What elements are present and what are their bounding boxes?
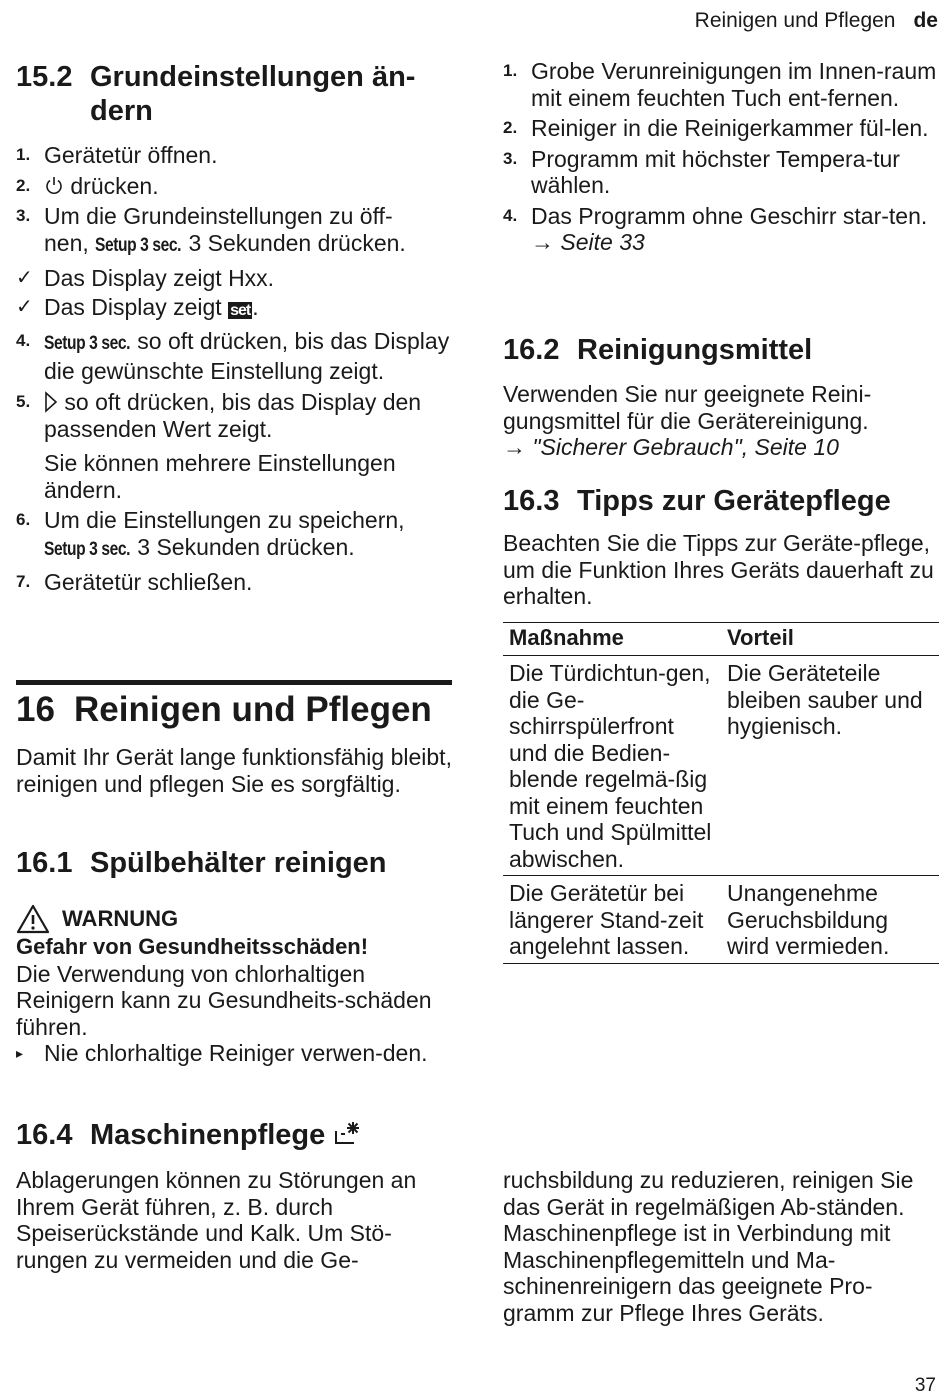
step-text: so oft drücken, bis das Display den passenden Wert zeigt. [44, 389, 422, 442]
step-2 [16, 173, 456, 200]
machine-care-text-left [16, 1167, 446, 1273]
step-text: Das Programm ohne Geschirr star-ten. [531, 202, 928, 229]
table-header-row [503, 622, 939, 656]
section-16-4 [16, 1118, 456, 1152]
step-text-wrap [44, 203, 456, 259]
step-3 [503, 146, 939, 199]
heading-title: Spülbehälter reinigen [90, 847, 387, 879]
step-number: 1. [503, 61, 518, 80]
heading-15-2 [16, 60, 456, 128]
heading-number: 15.2 [16, 61, 73, 93]
step-number: 4. [503, 205, 518, 225]
step-7 [16, 569, 456, 596]
reference-text: Seite 33 [560, 229, 645, 255]
step-number: 5. [16, 392, 31, 411]
heading-number: 16.3 [503, 485, 560, 517]
step-number: 2. [503, 118, 518, 137]
step-text: Gerätetür öffnen. [44, 142, 218, 168]
step-number: 3. [16, 206, 31, 225]
chapter-16 [16, 690, 456, 797]
warning-triangle-icon [16, 904, 50, 934]
step-number: 6. [16, 510, 31, 529]
heading-title-line-2: dern [90, 95, 153, 127]
result-text: Das Display zeigt Hxx. [44, 265, 275, 291]
display-set-badge: set [230, 301, 251, 319]
step-text: 3 Sekunden drücken. [188, 229, 406, 256]
step-text: 3 Sekunden drücken. [137, 533, 355, 560]
paragraph: Ablagerungen können zu Störungen an Ihrem Gerät führen, z. B. durch Speiserückstände und Kalk. Um Stö-rungen zu vermeiden und die Ge- [16, 1167, 417, 1273]
step-3 [16, 203, 456, 259]
power-icon [44, 176, 64, 196]
paragraph: Verwenden Sie nur geeignete Reini-gungsmittel für die Gerätereinigung. [503, 381, 872, 434]
warning-label-row [16, 904, 456, 934]
heading-title: Maschinenpflege [90, 1119, 326, 1151]
header-language: de [913, 9, 938, 32]
step-number: 7. [16, 572, 31, 591]
check-icon: ✓ [16, 295, 33, 318]
reference-text: "Sicherer Gebrauch", Seite 10 [532, 434, 839, 460]
step-number: 3. [503, 148, 518, 168]
section-15-2 [16, 60, 456, 128]
warning-heading: Gefahr von Gesundheitsschäden! [16, 934, 369, 959]
step-text: nen, [44, 229, 89, 256]
heading-16-3 [503, 484, 939, 518]
warning-box [16, 904, 456, 1067]
step-5 [16, 389, 456, 503]
heading-title: Reinigungsmittel [577, 334, 813, 366]
step-text: Reiniger in die Reinigerkammer fül-len. [531, 115, 929, 141]
steps-15-2 [16, 142, 456, 596]
step-4 [16, 328, 456, 384]
paragraph: Maschinenpflege ist in Verbindung mit Maschinenpflegemitteln und Ma-schinenreinigern das geeignete Pro-gramm zur Pflege Ihres Geräts. [503, 1220, 891, 1326]
step-text-wrap [531, 203, 939, 256]
machine-care-icon [333, 1118, 363, 1148]
steps-16-1 [503, 58, 939, 256]
step-number: 1. [16, 145, 31, 164]
check-icon: ✓ [16, 267, 33, 289]
heading-number: 16 [16, 690, 55, 729]
warning-text: Die Verwendung von chlorhaltigen Reinigern kann zu Gesundheits-schäden führen. [16, 960, 432, 1040]
step-text-wrap [44, 507, 456, 563]
step-1 [503, 58, 939, 111]
step-number: 2. [16, 175, 31, 195]
heading-number: 16.2 [503, 334, 560, 366]
setup-button-label: Setup 3 sec. [44, 538, 131, 560]
warning-action [16, 1040, 456, 1067]
table-cell: Die Gerätetür bei längerer Stand-zeit angelehnt lassen. [503, 876, 721, 964]
step-text: Grobe Verunreinigungen im Innen-raum mit einem feuchten Tuch ent-fernen. [531, 58, 937, 111]
machine-care-text-right [503, 1167, 923, 1326]
chapter-divider [16, 680, 452, 685]
step-text: Um die Einstellungen zu speichern, [44, 507, 405, 533]
step-text-wrap [44, 389, 456, 503]
setup-button-label: Setup 3 sec. [95, 234, 182, 256]
table-row [503, 876, 939, 964]
table-row [503, 656, 939, 876]
table-cell: Die Geräteteile bleiben sauber und hygienisch. [721, 656, 939, 876]
heading-title [90, 60, 415, 128]
result-2 [16, 294, 456, 325]
heading-number: 16.1 [16, 847, 73, 879]
heading-title: Tipps zur Gerätepflege [577, 485, 891, 517]
table-cell: Die Türdichtun-gen, die Ge-schirrspülerfront und die Bedien-blende regelmä-ßig mit einem feuchten Tuch und Spülmittel abwischen. [503, 656, 721, 876]
section-16-2 [503, 333, 939, 461]
step-text: Gerätetür schließen. [44, 569, 253, 595]
tips-table [503, 622, 939, 964]
safety-reference-link[interactable]: → "Sicherer Gebrauch", Seite 10 [503, 434, 839, 460]
section-16-3 [503, 484, 939, 964]
table-cell: Unangenehme Geruchsbildung wird vermieden. [721, 876, 939, 964]
step-text-wrap [44, 173, 456, 200]
warning-label: WARNUNG [62, 905, 179, 931]
step-6 [16, 507, 456, 563]
result-text: Das Display zeigt [44, 293, 222, 320]
running-header [695, 8, 938, 35]
result-end: . [252, 293, 259, 320]
bullet-triangle-icon: ▸ [16, 1045, 24, 1061]
heading-title: Reinigen und Pflegen [74, 690, 432, 729]
paragraph: ruchsbildung zu reduzieren, reinigen Sie das Gerät in regelmäßigen Ab-ständen. [503, 1167, 914, 1220]
heading-16 [16, 690, 456, 730]
step-text: Programm mit höchster Tempera-tur wählen. [531, 145, 900, 198]
heading-title-line-1: Grundeinstellungen än- [90, 61, 416, 93]
section-16-1 [16, 846, 456, 1067]
heading-16-1 [16, 846, 456, 880]
result-text-wrap [44, 294, 259, 325]
step-4 [503, 203, 939, 256]
chapter-intro: Damit Ihr Gerät lange funktionsfähig bleibt, reinigen und pflegen Sie es sorgfältig. [16, 744, 452, 797]
heading-16-2 [503, 333, 939, 367]
column-header: Maßnahme [503, 622, 721, 656]
step-1 [16, 142, 456, 169]
step-note: Sie können mehrere Einstellungen ändern. [44, 450, 396, 503]
page-number: 37 [914, 1375, 936, 1396]
result-1 [16, 265, 456, 292]
heading-number: 16.4 [16, 1119, 73, 1151]
column-header: Vorteil [721, 622, 939, 656]
step-text-wrap [44, 328, 456, 384]
step-text: Um die Grundeinstellungen zu öff- [44, 203, 393, 229]
paragraph: Beachten Sie die Tipps zur Geräte-pflege, um die Funktion Ihres Geräts dauerhaft zu erhalten. [503, 530, 934, 609]
step-number: 4. [16, 331, 31, 350]
step-2 [503, 115, 939, 142]
setup-button-label: Setup 3 sec. [44, 333, 131, 354]
step-text: drücken. [70, 172, 159, 199]
page-reference-link[interactable]: → Seite 33 [531, 229, 645, 255]
step-text: so oft drücken, bis das Display die gewünschte Einstellung zeigt. [44, 328, 450, 384]
arrow-right-icon [44, 391, 58, 413]
heading-16-4 [16, 1118, 456, 1152]
header-section: Reinigen und Pflegen [694, 9, 896, 32]
warning-action-text: Nie chlorhaltige Reiniger verwen-den. [44, 1040, 428, 1066]
